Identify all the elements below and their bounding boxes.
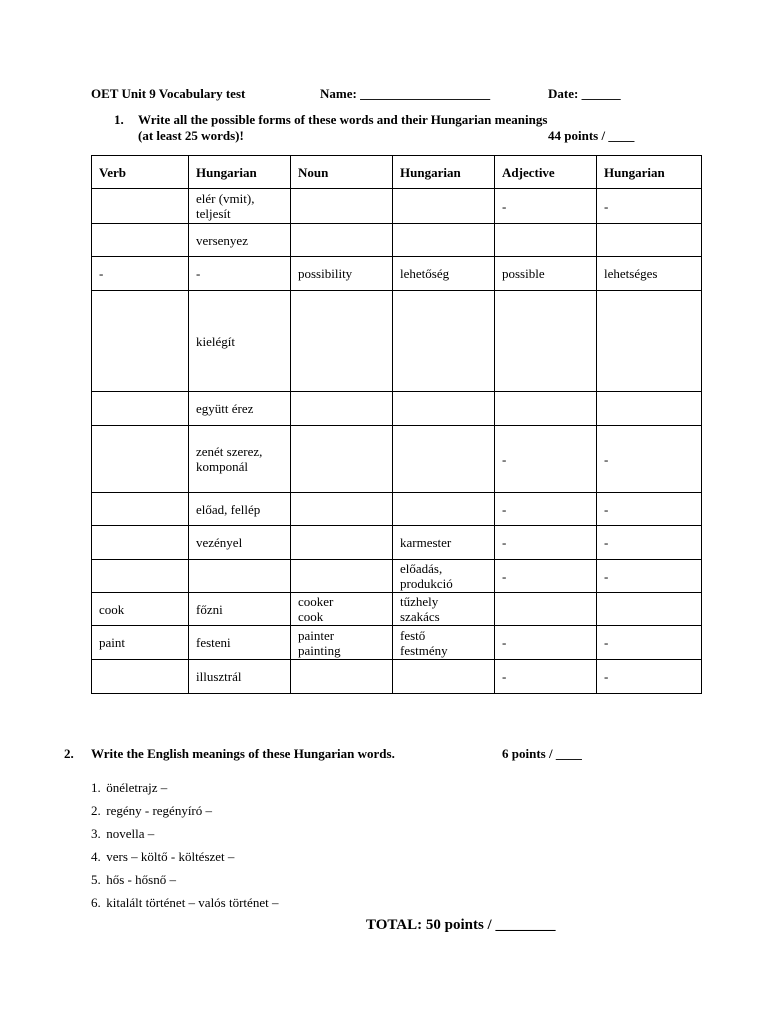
- table-cell: előadás, produkció: [393, 560, 495, 593]
- table-cell: [495, 291, 597, 392]
- list-item-text: hős - hősnő –: [106, 872, 176, 887]
- table-cell: előad, fellép: [189, 493, 291, 526]
- table-cell: [495, 224, 597, 257]
- list-item-text: vers – költő - költészet –: [106, 849, 235, 864]
- table-cell: -: [189, 257, 291, 291]
- table-cell: -: [495, 493, 597, 526]
- table-row: [92, 660, 702, 694]
- list-item: [91, 871, 278, 894]
- list-item: [91, 848, 278, 871]
- table-cell: cooker cook: [291, 593, 393, 626]
- table-cell: [92, 560, 189, 593]
- table-cell: karmester: [393, 526, 495, 560]
- table-row: [92, 291, 702, 392]
- table-cell: [597, 593, 702, 626]
- table-cell: versenyez: [189, 224, 291, 257]
- table-cell: [189, 560, 291, 593]
- table-cell: [92, 660, 189, 694]
- table-cell: [393, 493, 495, 526]
- table-row: [92, 189, 702, 224]
- table-cell: -: [597, 189, 702, 224]
- table-cell: [393, 224, 495, 257]
- list-item: [91, 894, 278, 917]
- q1-number: 1.: [114, 112, 124, 127]
- table-cell: együtt érez: [189, 392, 291, 426]
- q2-number: 2.: [64, 746, 74, 761]
- table-cell: -: [597, 526, 702, 560]
- test-title: OET Unit 9 Vocabulary test: [91, 86, 246, 101]
- table-cell: -: [597, 626, 702, 660]
- table-cell: -: [495, 189, 597, 224]
- table-cell: [92, 493, 189, 526]
- list-item-text: novella –: [106, 826, 155, 841]
- name-field-label: Name: ____________________: [320, 86, 491, 101]
- table-cell: zenét szerez, komponál: [189, 426, 291, 493]
- list-item-text: önéletrajz –: [106, 780, 168, 795]
- table-cell: -: [597, 660, 702, 694]
- table-cell: [393, 189, 495, 224]
- q1-points: 44 points / ____: [548, 128, 635, 143]
- table-cell: [393, 291, 495, 392]
- table-cell: -: [495, 426, 597, 493]
- table-header-row: [92, 156, 702, 189]
- q2-instruction: Write the English meanings of these Hungarian words.: [91, 746, 395, 761]
- table-cell: -: [495, 660, 597, 694]
- table-cell: possibility: [291, 257, 393, 291]
- table-cell: -: [597, 426, 702, 493]
- table-cell: [291, 560, 393, 593]
- header-verb: Verb: [92, 156, 189, 189]
- table-cell: -: [495, 626, 597, 660]
- table-cell: [291, 224, 393, 257]
- header-hungarian-3: Hungarian: [597, 156, 702, 189]
- list-item-number: 2.: [91, 803, 101, 818]
- table-cell: tűzhely szakács: [393, 593, 495, 626]
- list-item-number: 6.: [91, 895, 101, 910]
- header-hungarian-1: Hungarian: [189, 156, 291, 189]
- table-cell: festő festmény: [393, 626, 495, 660]
- table-cell: [495, 593, 597, 626]
- table-cell: főzni: [189, 593, 291, 626]
- list-item-number: 3.: [91, 826, 101, 841]
- table-cell: kielégít: [189, 291, 291, 392]
- table-cell: possible: [495, 257, 597, 291]
- table-cell: [291, 291, 393, 392]
- table-cell: [291, 660, 393, 694]
- date-field-label: Date: ______: [548, 86, 621, 101]
- list-item: [91, 825, 278, 848]
- table-row: [92, 560, 702, 593]
- list-item: [91, 802, 278, 825]
- table-cell: cook: [92, 593, 189, 626]
- table-cell: paint: [92, 626, 189, 660]
- list-item-number: 4.: [91, 849, 101, 864]
- table-cell: [92, 426, 189, 493]
- table-cell: -: [92, 257, 189, 291]
- list-item: [91, 779, 278, 802]
- table-cell: elér (vmit), teljesít: [189, 189, 291, 224]
- list-item-text: regény - regényíró –: [106, 803, 213, 818]
- q2-word-list: [91, 779, 278, 917]
- list-item-text: kitalált történet – valós történet –: [106, 895, 279, 910]
- table-cell: -: [495, 526, 597, 560]
- table-row: [92, 526, 702, 560]
- table-cell: -: [597, 560, 702, 593]
- table-cell: [597, 224, 702, 257]
- table-row: [92, 626, 702, 660]
- q1-instruction-line2: (at least 25 words)!: [138, 128, 244, 143]
- table-row: [92, 257, 702, 291]
- table-cell: vezényel: [189, 526, 291, 560]
- table-cell: [291, 392, 393, 426]
- table-cell: [393, 392, 495, 426]
- table-cell: festeni: [189, 626, 291, 660]
- table-row: [92, 426, 702, 493]
- table-row: [92, 224, 702, 257]
- list-item-number: 1.: [91, 780, 101, 795]
- table-cell: [393, 426, 495, 493]
- table-cell: -: [495, 560, 597, 593]
- table-cell: lehetséges: [597, 257, 702, 291]
- q1-instruction-line1: Write all the possible forms of these words and their Hungarian meanings: [138, 112, 548, 127]
- table-cell: [597, 392, 702, 426]
- table-cell: [92, 189, 189, 224]
- table-cell: lehetőség: [393, 257, 495, 291]
- table-cell: [291, 526, 393, 560]
- table-cell: [291, 189, 393, 224]
- table-cell: painter painting: [291, 626, 393, 660]
- header-noun: Noun: [291, 156, 393, 189]
- header-hungarian-2: Hungarian: [393, 156, 495, 189]
- table-row: [92, 493, 702, 526]
- table-cell: [393, 660, 495, 694]
- table-cell: [92, 224, 189, 257]
- table-row: [92, 593, 702, 626]
- table-cell: -: [597, 493, 702, 526]
- q2-points: 6 points / ____: [502, 746, 582, 761]
- table-cell: [92, 526, 189, 560]
- table-row: [92, 392, 702, 426]
- list-item-number: 5.: [91, 872, 101, 887]
- vocabulary-table: [91, 155, 702, 694]
- table-cell: [291, 493, 393, 526]
- table-cell: [495, 392, 597, 426]
- table-cell: [597, 291, 702, 392]
- total-score: TOTAL: 50 points / ________: [366, 917, 556, 933]
- table-cell: [291, 426, 393, 493]
- table-cell: illusztrál: [189, 660, 291, 694]
- header-adjective: Adjective: [495, 156, 597, 189]
- table-cell: [92, 291, 189, 392]
- table-cell: [92, 392, 189, 426]
